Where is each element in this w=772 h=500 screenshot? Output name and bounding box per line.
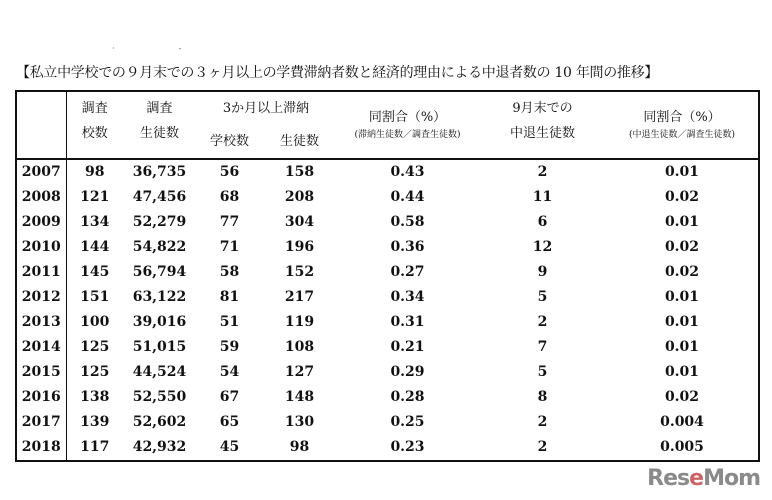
arrears-ratio-cell: 0.29 [390, 364, 425, 380]
dropouts-cell: 2 [537, 314, 548, 330]
arrears-students-cell: 217 [284, 289, 315, 305]
survey-schools-cell: 117 [80, 439, 110, 455]
survey-schools-cell: 151 [80, 289, 110, 305]
arrears-students-cell: 148 [284, 389, 315, 405]
year-cell: 2013 [16, 310, 66, 335]
table-row [16, 159, 759, 185]
dropout-ratio-cell: 0.004 [660, 414, 704, 430]
survey-schools-cell: 134 [80, 214, 110, 230]
arrears-ratio-cell: 0.44 [390, 189, 425, 205]
dropouts-cell: 12 [532, 239, 553, 255]
survey-schools-header-2: 校数 [66, 125, 123, 159]
survey-schools-cell: 144 [80, 239, 110, 255]
dropouts-header-2: 中退生徒数 [479, 125, 606, 159]
arrears-ratio-cell: 0.25 [390, 414, 425, 430]
arrears-schools-cell: 58 [219, 264, 240, 280]
survey-students-cell: 44,524 [132, 364, 187, 380]
dropout-ratio-cell: 0.01 [664, 164, 700, 180]
table-row [16, 310, 759, 335]
dropout-ratio-cell: 0.02 [664, 189, 700, 205]
dropouts-cell: 2 [537, 439, 548, 455]
arrears-schools-cell: 68 [219, 189, 240, 205]
survey-students-cell: 39,016 [132, 314, 187, 330]
survey-students-cell: 54,822 [132, 239, 187, 255]
year-cell: 2018 [16, 435, 66, 461]
table-title: 【私立中学校での９月末での３ヶ月以上の学費滞納者数と経済的理由による中退者数の 10 年間の推移】 [16, 65, 659, 81]
arrears-students-cell: 130 [284, 414, 315, 430]
arrears-group-header: 3か月以上滞納 [222, 101, 310, 116]
arrears-students-cell: 119 [284, 314, 315, 330]
year-cell: 2009 [16, 210, 66, 235]
dropout-ratio-label: 同割合（%） [643, 110, 721, 125]
arrears-students-header: 生徒数 [263, 125, 336, 159]
arrears-schools-cell: 71 [219, 239, 240, 255]
arrears-students-cell: 127 [284, 364, 315, 380]
arrears-students-cell: 98 [289, 439, 310, 455]
arrears-schools-cell: 51 [219, 314, 240, 330]
arrears-schools-cell: 56 [219, 164, 240, 180]
year-cell: 2012 [16, 285, 66, 310]
dropout-ratio-cell: 0.02 [664, 239, 700, 255]
survey-students-cell: 36,735 [132, 164, 187, 180]
arrears-ratio-cell: 0.28 [390, 389, 425, 405]
dropouts-cell: 7 [537, 339, 548, 355]
data-table [15, 90, 760, 462]
dropouts-header-1: 9月末での [512, 101, 573, 116]
arrears-ratio-header [336, 91, 479, 159]
arrears-schools-cell: 77 [219, 214, 240, 230]
survey-students-cell: 42,932 [132, 439, 187, 455]
table-row [16, 410, 759, 435]
survey-schools-cell: 125 [80, 339, 110, 355]
dropout-ratio-cell: 0.02 [664, 264, 700, 280]
dropouts-cell: 5 [537, 364, 548, 380]
survey-students-cell: 47,456 [132, 189, 187, 205]
dropout-ratio-cell: 0.02 [664, 389, 700, 405]
dropouts-cell: 11 [532, 189, 553, 205]
survey-students-cell: 56,794 [132, 264, 187, 280]
year-cell: 2015 [16, 360, 66, 385]
arrears-ratio-label: 同割合（%） [368, 110, 447, 125]
survey-schools-header-1: 調査 [81, 101, 108, 116]
arrears-ratio-cell: 0.27 [390, 264, 425, 280]
arrears-ratio-cell: 0.58 [390, 214, 425, 230]
survey-students-header-1: 調査 [146, 101, 173, 116]
year-cell: 2016 [16, 385, 66, 410]
dropouts-cell: 5 [537, 289, 548, 305]
arrears-students-cell: 158 [284, 164, 315, 180]
dropout-ratio-cell: 0.01 [664, 314, 700, 330]
arrears-ratio-cell: 0.23 [390, 439, 425, 455]
arrears-schools-cell: 59 [219, 339, 240, 355]
dropout-ratio-cell: 0.005 [660, 439, 704, 455]
arrears-schools-cell: 65 [219, 414, 240, 430]
year-cell: 2014 [16, 335, 66, 360]
survey-schools-cell: 125 [80, 364, 110, 380]
dropout-ratio-sub: (中退生徒数／調査生徒数) [628, 130, 736, 140]
arrears-ratio-cell: 0.21 [390, 339, 425, 355]
arrears-schools-cell: 54 [219, 364, 240, 380]
table-row [16, 185, 759, 210]
arrears-schools-cell: 45 [219, 439, 240, 455]
resemom-watermark-logo: ReseMom [647, 466, 760, 491]
arrears-students-cell: 152 [284, 264, 315, 280]
table-row [16, 235, 759, 260]
survey-schools-cell: 121 [80, 189, 110, 205]
survey-students-cell: 51,015 [132, 339, 187, 355]
year-cell: 2017 [16, 410, 66, 435]
year-cell: 2011 [16, 260, 66, 285]
arrears-students-cell: 208 [284, 189, 315, 205]
year-cell: 2010 [16, 235, 66, 260]
arrears-students-cell: 196 [284, 239, 315, 255]
arrears-ratio-cell: 0.36 [390, 239, 425, 255]
year-header [16, 91, 66, 159]
survey-schools-cell: 100 [80, 314, 110, 330]
arrears-ratio-cell: 0.34 [390, 289, 425, 305]
survey-students-cell: 52,550 [132, 389, 187, 405]
dropout-ratio-cell: 0.01 [664, 214, 700, 230]
scan-marks: · - [112, 44, 182, 53]
dropouts-cell: 2 [537, 164, 548, 180]
dropouts-cell: 6 [537, 214, 548, 230]
arrears-schools-cell: 81 [219, 289, 240, 305]
dropout-ratio-cell: 0.01 [664, 289, 700, 305]
survey-schools-cell: 98 [85, 164, 105, 180]
table-row [16, 260, 759, 285]
year-cell: 2007 [16, 159, 66, 185]
arrears-students-cell: 304 [284, 214, 315, 230]
table-row [16, 435, 759, 461]
dropouts-cell: 2 [537, 414, 548, 430]
arrears-ratio-sub: (滞納生徒数／調査生徒数) [354, 130, 461, 140]
dropout-ratio-cell: 0.01 [664, 339, 700, 355]
arrears-schools-header: 学校数 [196, 125, 263, 159]
arrears-schools-cell: 67 [219, 389, 240, 405]
arrears-ratio-cell: 0.31 [390, 314, 425, 330]
survey-schools-cell: 138 [80, 389, 110, 405]
survey-schools-cell: 139 [80, 414, 110, 430]
survey-students-cell: 52,279 [132, 214, 187, 230]
survey-students-cell: 52,602 [132, 414, 187, 430]
survey-students-cell: 63,122 [132, 289, 187, 305]
table-row [16, 210, 759, 235]
dropout-ratio-header [606, 91, 759, 159]
table-row [16, 385, 759, 410]
arrears-students-cell: 108 [284, 339, 315, 355]
survey-schools-cell: 145 [80, 264, 110, 280]
dropout-ratio-cell: 0.01 [664, 364, 700, 380]
year-cell: 2008 [16, 185, 66, 210]
table-row [16, 360, 759, 385]
survey-students-header-2: 生徒数 [123, 125, 196, 159]
table-row [16, 335, 759, 360]
table-row [16, 285, 759, 310]
arrears-ratio-cell: 0.43 [390, 164, 425, 180]
dropouts-cell: 8 [537, 389, 548, 405]
dropouts-cell: 9 [537, 264, 548, 280]
